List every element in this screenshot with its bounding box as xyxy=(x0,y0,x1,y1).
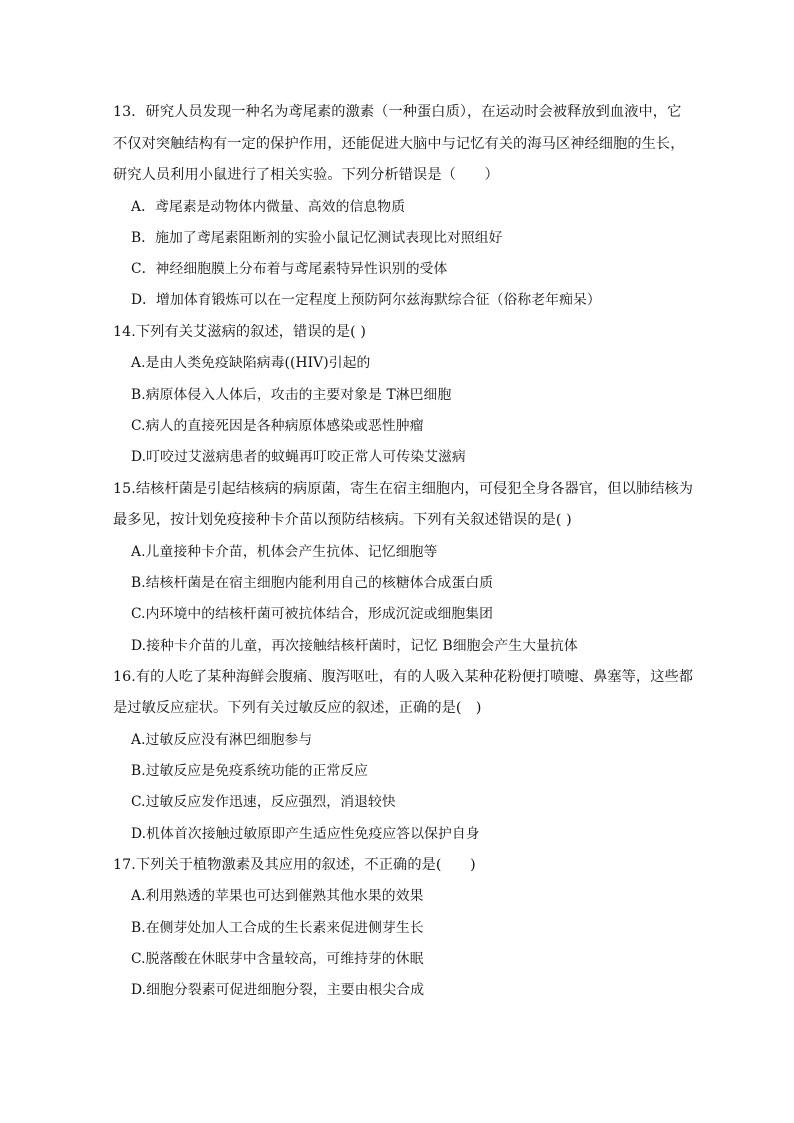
question-14-option-a: A.是由人类免疫缺陷病毒((HIV)引起的 xyxy=(131,355,371,371)
question-14-line-1: 14.下列有关艾滋病的叙述，错误的是( ) xyxy=(113,324,367,340)
question-13-line-1: 13．研究人员发现一种名为鸢尾素的激素（一种蛋白质），在运动时会被释放到血液中，它 xyxy=(113,104,682,120)
question-13-option-d: D．增加体育锻炼可以在一定程度上预防阿尔兹海默综合征（俗称老年痴呆） xyxy=(131,292,601,308)
question-17-option-b: B.在侧芽处加人工合成的生长素来促进侧芽生长 xyxy=(131,920,424,936)
question-16-option-d: D.机体首次接触过敏原即产生适应性免疫应答以保护自身 xyxy=(131,826,480,842)
question-17-option-c: C.脱落酸在休眠芽中含量较高，可维持芽的休眠 xyxy=(131,951,424,967)
question-16-line-2: 是过敏反应症状。下列有关过敏反应的叙述，正确的是( ) xyxy=(113,700,482,716)
question-17-line-1: 17.下列关于植物激素及其应用的叙述，不正确的是( ) xyxy=(113,857,476,873)
question-15-option-b: B.结核杆菌是在宿主细胞内能利用自己的核糖体合成蛋白质 xyxy=(131,575,494,591)
question-13-line-2: 不仅对突触结构有一定的保护作用，还能促进大脑中与记忆有关的海马区神经细胞的生长， xyxy=(113,136,685,152)
question-16-option-c: C.过敏反应发作迅速，反应强烈，消退较快 xyxy=(131,794,396,810)
question-17-option-d: D.细胞分裂素可促进细胞分裂，主要由根尖合成 xyxy=(131,982,425,998)
question-15-line-2: 最多见，按计划免疫接种卡介苗以预防结核病。下列有关叙述错误的是( ) xyxy=(113,512,572,528)
question-13-option-b: B．施加了鸢尾素阻断剂的实验小鼠记忆测试表现比对照组好 xyxy=(131,230,503,246)
question-13-option-c: C．神经细胞膜上分布着与鸢尾素特异性识别的受体 xyxy=(131,261,448,277)
question-16-line-1: 16.有的人吃了某种海鲜会腹痛、腹泻呕吐，有的人吸入某种花粉便打喷嚏、鼻塞等，这些都 xyxy=(113,669,694,685)
question-15-option-a: A.儿童接种卡介苗，机体会产生抗体、记忆细胞等 xyxy=(131,544,438,560)
question-13-line-3: 研究人员利用小鼠进行了相关实验。下列分析错误是（ ） xyxy=(113,167,499,183)
question-13-option-a: A．鸢尾素是动物体内微量、高效的信息物质 xyxy=(131,199,406,215)
question-17-option-a: A.利用熟透的苹果也可达到催熟其他水果的效果 xyxy=(131,888,424,904)
question-15-line-1: 15.结核杆菌是引起结核病的病原菌，寄生在宿主细胞内，可侵犯全身各器官，但以肺结核为 xyxy=(113,481,694,497)
question-15-option-d: D.接种卡介苗的儿童，再次接触结核杆菌时，记忆 B细胞会产生大量抗体 xyxy=(131,638,578,654)
question-14-option-c: C.病人的直接死因是各种病原体感染或恶性肿瘤 xyxy=(131,418,424,434)
question-16-option-a: A.过敏反应没有淋巴细胞参与 xyxy=(131,732,313,748)
question-14-option-b: B.病原体侵入人体后，攻击的主要对象是 T淋巴细胞 xyxy=(131,387,452,403)
question-14-option-d: D.叮咬过艾滋病患者的蚊蝇再叮咬正常人可传染艾滋病 xyxy=(131,449,466,465)
question-16-option-b: B.过敏反应是免疫系统功能的正常反应 xyxy=(131,763,369,779)
question-15-option-c: C.内环境中的结核杆菌可被抗体结合，形成沉淀或细胞集团 xyxy=(131,606,494,622)
